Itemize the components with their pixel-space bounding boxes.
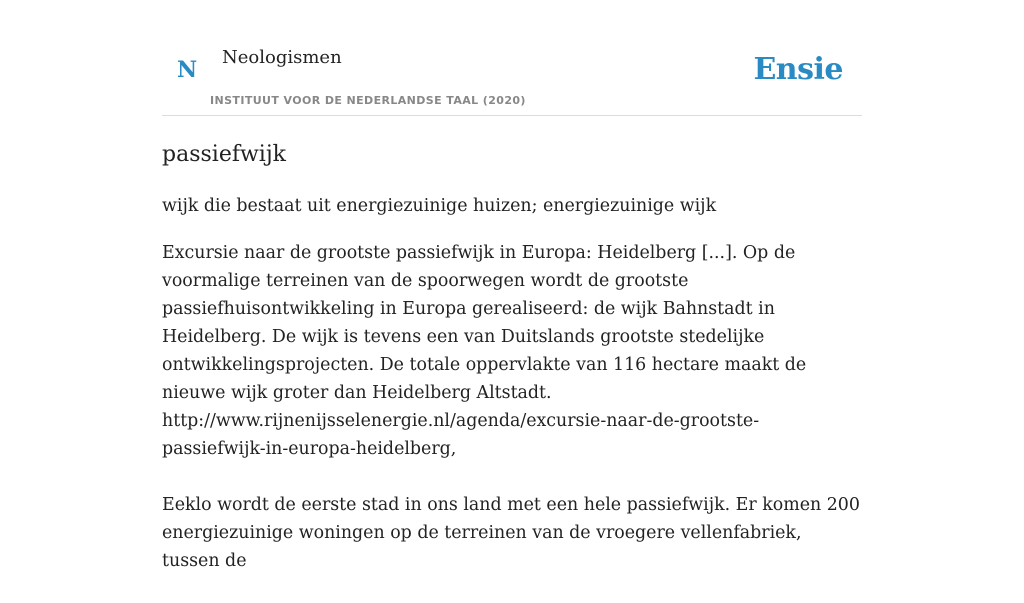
source-logo-icon: N	[177, 57, 198, 83]
example-paragraph: Eeklo wordt de eerste stad in ons land met een hele passiefwijk. Er komen 200 energiezuinige woningen op de terreinen van de vroegere vellenfabriek, tussen de	[162, 495, 860, 571]
example-paragraph: Excursie naar de grootste passiefwijk in Europa: Heidelberg [...]. Op de voormalige terreinen van de spoorwegen wordt de grootste passiefhuisontwikkeling in Europa gerealiseerd: de wijk Bahnstadt in Heidelberg. De wijk is tevens een van Duitslands grootste stedelijke ontwikkelingsprojecten. De totale oppervlakte van 116 hectare maakt de nieuwe wijk groter dan Heidelberg Altstadt. http://www.rijnenijsselenergie.nl/agenda/excursie-naar-de-grootste-passiefwijk-in-europa-heidelberg,	[162, 243, 807, 459]
entry-card	[162, 0, 862, 571]
entry-term: passiefwijk	[162, 142, 286, 167]
source-header	[162, 0, 862, 116]
entry-examples	[162, 239, 862, 603]
entry-definition: wijk die bestaat uit energiezuinige huizen; energiezuinige wijk	[162, 196, 717, 216]
ensie-logo[interactable]: Ensie	[753, 52, 843, 87]
source-name-link[interactable]: Neologismen	[222, 47, 342, 68]
source-publisher: INSTITUUT VOOR DE NEDERLANDSE TAAL (2020)	[210, 94, 526, 107]
